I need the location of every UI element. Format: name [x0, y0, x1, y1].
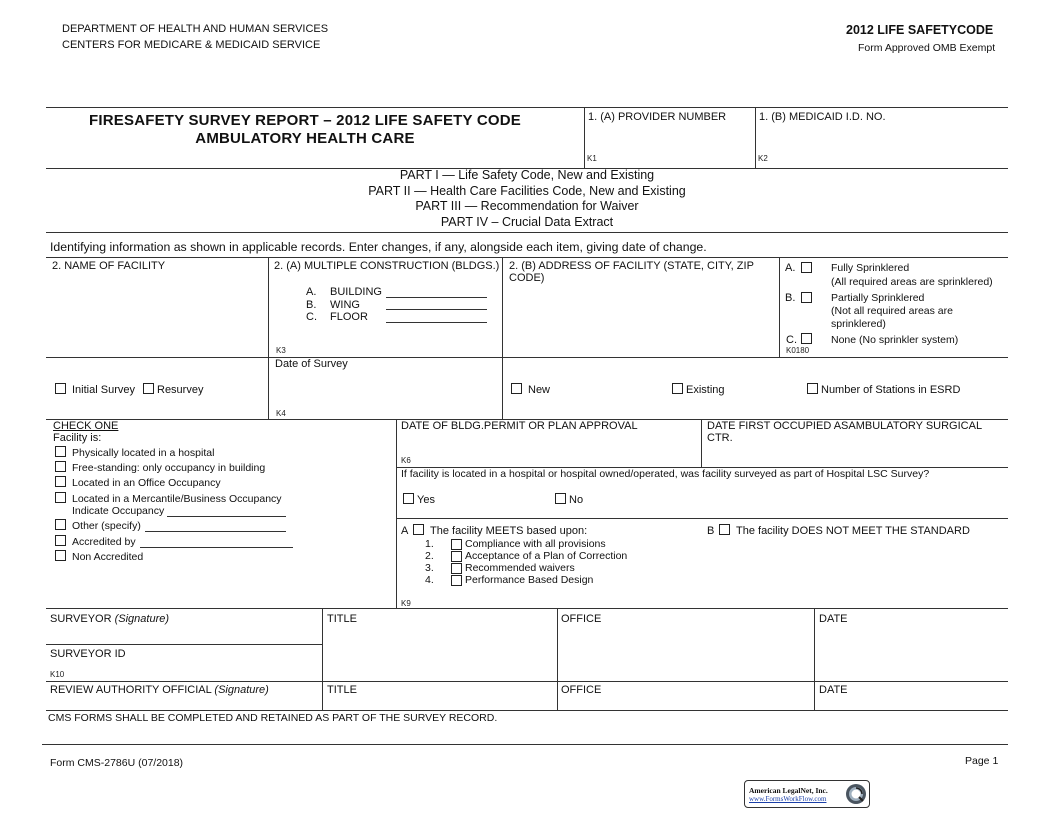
resurvey-checkbox[interactable]	[143, 383, 154, 394]
review-signature-label	[50, 684, 269, 696]
review-office-label: OFFICE	[561, 684, 602, 696]
first-occupied-label: DATE FIRST OCCUPIED ASAMBULATORY SURGICAL CTR.	[707, 420, 982, 444]
not-meets-standard-checkbox[interactable]	[719, 524, 730, 535]
accredited-checkbox[interactable]	[55, 535, 66, 546]
rule	[502, 257, 503, 419]
form-subtitle: AMBULATORY HEALTH CARE	[195, 130, 415, 147]
provider-number-field[interactable]	[587, 126, 751, 152]
form-title: FIRESAFETY SURVEY REPORT – 2012 LIFE SAFETY CODE	[89, 112, 521, 129]
review-title-label: TITLE	[327, 684, 357, 696]
partially-sprinklered-note: (Not all required areas are sprinklered)	[831, 305, 953, 330]
check-one-subtitle: Facility is:	[53, 432, 102, 444]
hospital-survey-yes-checkbox[interactable]	[403, 493, 414, 504]
existing-checkbox[interactable]	[672, 383, 683, 394]
logo-url[interactable]: www.FormsWorkFlow.com	[749, 795, 827, 803]
rule	[46, 608, 1008, 609]
not-meets-letter: B	[707, 525, 715, 537]
address-label: 2. (B) ADDRESS OF FACILITY (STATE, CITY, ZIP CODE)	[509, 260, 754, 284]
rule	[557, 608, 558, 711]
part-2: PART II — Health Care Facilities Code, New and Existing	[368, 183, 686, 198]
rule	[46, 257, 1008, 258]
meets-letter: A	[401, 525, 409, 537]
surveyor-title-field[interactable]	[327, 627, 553, 679]
logo-company: American LegalNet, Inc.	[749, 786, 828, 795]
identifying-instructions: Identifying information as shown in applicable records. Enter changes, if any, alongside each item, giving date of change.	[50, 240, 707, 254]
meets-standard-label: The facility MEETS based upon:	[430, 525, 588, 537]
surveyor-id-field[interactable]	[50, 662, 318, 670]
survey-date-tag: K4	[276, 409, 286, 418]
facility-name-label: 2. NAME OF FACILITY	[52, 260, 166, 272]
floor-letter: C.	[306, 311, 317, 323]
department-name: DEPARTMENT OF HEALTH AND HUMAN SERVICES	[62, 23, 329, 35]
accredited-by-input[interactable]	[140, 547, 293, 548]
permit-date-field[interactable]	[401, 436, 695, 454]
office-occupancy-label: Located in an Office Occupancy	[72, 477, 221, 489]
provision-2-num: 2.	[425, 550, 434, 562]
surveyor-id-tag: K10	[50, 670, 65, 679]
sprinkler-a-letter: A.	[785, 262, 796, 274]
rule	[584, 107, 585, 168]
free-standing-label: Free-standing: only occupancy in building	[72, 462, 266, 474]
hospital-checkbox[interactable]	[55, 446, 66, 457]
new-label: New	[528, 384, 551, 396]
new-checkbox[interactable]	[511, 383, 522, 394]
hospital-survey-no-label: No	[569, 494, 584, 506]
page-number: Page 1	[965, 755, 999, 767]
rule	[814, 608, 815, 711]
fully-sprinklered-checkbox[interactable]	[801, 262, 812, 273]
building-letter: A.	[306, 286, 317, 298]
meets-standard-checkbox[interactable]	[413, 524, 424, 535]
form-number: Form CMS-2786U (07/2018)	[50, 757, 184, 769]
mercantile-label: Located in a Mercantile/Business Occupancy	[72, 493, 282, 505]
signature-hint: (Signature)	[114, 613, 170, 625]
review-signature-field[interactable]	[50, 697, 318, 709]
provider-tag: K1	[587, 154, 597, 163]
multiple-construction-label: 2. (A) MULTIPLE CONSTRUCTION (BLDGS.)	[274, 260, 500, 272]
medicaid-tag: K2	[758, 154, 768, 163]
surveyor-id-label: SURVEYOR ID	[50, 648, 126, 660]
first-occupied-field[interactable]	[707, 446, 1003, 464]
survey-date-label: Date of Survey	[275, 358, 348, 370]
performance-design-checkbox[interactable]	[451, 575, 462, 586]
rule	[46, 681, 1008, 682]
compliance-label: Compliance with all provisions	[465, 538, 606, 550]
partially-sprinklered-label: Partially Sprinklered	[831, 292, 925, 304]
surveyor-signature-field[interactable]	[50, 627, 318, 643]
building-label: BUILDING	[330, 286, 382, 298]
permit-date-label: DATE OF BLDG.PERMIT OR PLAN APPROVAL	[401, 420, 638, 432]
office-occupancy-checkbox[interactable]	[55, 476, 66, 487]
no-sprinkler-checkbox[interactable]	[801, 333, 812, 344]
wing-input[interactable]	[386, 309, 487, 310]
provision-4-num: 4.	[425, 574, 434, 586]
rule	[268, 257, 269, 358]
initial-survey-label: Initial Survey	[72, 384, 135, 396]
cms-retention-note: CMS FORMS SHALL BE COMPLETED AND RETAINED AS PART OF THE SURVEY RECORD.	[48, 712, 498, 724]
sprinkler-b-letter: B.	[785, 292, 796, 304]
building-input[interactable]	[386, 297, 487, 298]
rule	[396, 518, 1008, 519]
plan-of-correction-label: Acceptance of a Plan of Correction	[465, 550, 628, 562]
surveyor-date-field[interactable]	[819, 627, 1005, 679]
footer-rule	[42, 744, 1008, 745]
facility-name-field[interactable]	[50, 276, 264, 354]
floor-label: FLOOR	[330, 311, 368, 323]
waivers-checkbox[interactable]	[451, 563, 462, 574]
non-accredited-checkbox[interactable]	[55, 550, 66, 561]
other-label: Other (specify)	[72, 520, 141, 532]
surveyor-office-field[interactable]	[561, 627, 810, 679]
signature-hint: (Signature)	[214, 684, 269, 696]
indicate-occupancy-label: Indicate Occupancy	[72, 505, 165, 517]
initial-survey-checkbox[interactable]	[55, 383, 66, 394]
rule	[701, 419, 702, 467]
indicate-occupancy-input[interactable]	[167, 516, 286, 517]
rule	[46, 710, 1008, 711]
hospital-label: Physically located in a hospital	[72, 447, 215, 459]
wing-label: WING	[330, 299, 360, 311]
americanlegalnet-logo[interactable]	[744, 780, 870, 808]
hospital-survey-question: If facility is located in a hospital or hospital owned/operated, was facility surveyed as part of Hospital LSC Survey?	[401, 468, 930, 480]
fully-sprinklered-label: Fully Sprinklered	[831, 262, 910, 274]
surveyor-title-label: TITLE	[327, 613, 357, 625]
review-text: REVIEW AUTHORITY OFFICIAL	[50, 684, 212, 696]
medicaid-id-field[interactable]	[758, 126, 1004, 152]
rule	[396, 419, 397, 608]
code-title: 2012 LIFE SAFETYCODE	[846, 23, 994, 37]
rule	[46, 232, 1008, 233]
fully-sprinklered-note: (All required areas are sprinklered)	[831, 276, 993, 288]
parts-list	[46, 168, 1008, 230]
floor-input[interactable]	[386, 322, 487, 323]
mercantile-checkbox[interactable]	[55, 492, 66, 503]
part-3: PART III — Recommendation for Waiver	[415, 199, 639, 213]
review-date-label: DATE	[819, 684, 848, 696]
resurvey-label: Resurvey	[157, 384, 204, 396]
standard-tag: K9	[401, 599, 411, 608]
check-one-title: CHECK ONE	[53, 420, 119, 432]
rule	[268, 357, 269, 419]
provider-number-label: 1. (A) PROVIDER NUMBER	[588, 111, 727, 123]
medicaid-id-label: 1. (B) MEDICAID I.D. NO.	[759, 111, 886, 123]
compliance-checkbox[interactable]	[451, 539, 462, 550]
permit-date-tag: K6	[401, 456, 411, 465]
agency-name: CENTERS FOR MEDICARE & MEDICAID SERVICE	[62, 39, 321, 51]
accredited-label: Accredited by	[72, 536, 136, 548]
part-1: PART I — Life Safety Code, New and Existing	[399, 168, 655, 182]
globe-icon	[845, 783, 867, 805]
existing-label: Existing	[686, 384, 725, 396]
esrd-stations-label: Number of Stations in ESRD	[821, 384, 961, 396]
surveyor-office-label: OFFICE	[561, 613, 602, 625]
other-specify-input[interactable]	[145, 531, 286, 532]
hospital-survey-no-checkbox[interactable]	[555, 493, 566, 504]
free-standing-checkbox[interactable]	[55, 461, 66, 472]
partially-sprinklered-checkbox[interactable]	[801, 292, 812, 303]
waivers-label: Recommended waivers	[465, 562, 575, 574]
part-4: PART IV – Crucial Data Extract	[440, 214, 614, 229]
rule	[755, 107, 756, 168]
rule	[46, 107, 1008, 108]
sprinkler-tag: K0180	[786, 346, 810, 355]
provision-3-num: 3.	[425, 562, 434, 574]
esrd-stations-checkbox[interactable]	[807, 383, 818, 394]
no-sprinkler-label: None (No sprinkler system)	[831, 334, 959, 346]
omb-note: Form Approved OMB Exempt	[858, 42, 996, 54]
rule	[46, 357, 1008, 358]
rule	[322, 608, 323, 711]
plan-of-correction-checkbox[interactable]	[451, 551, 462, 562]
non-accredited-label: Non Accredited	[72, 551, 144, 563]
multiple-tag: K3	[276, 346, 286, 355]
rule	[46, 644, 322, 645]
survey-date-field[interactable]	[274, 374, 498, 406]
surveyor-signature-label	[50, 613, 169, 625]
surveyor-date-label: DATE	[819, 613, 848, 625]
not-meets-standard-label: The facility DOES NOT MEET THE STANDARD	[736, 525, 970, 537]
sprinkler-c-letter: C.	[786, 334, 797, 346]
hospital-survey-yes-label: Yes	[417, 494, 435, 506]
surveyor-text: SURVEYOR	[50, 613, 112, 625]
address-field[interactable]	[507, 288, 775, 354]
other-checkbox[interactable]	[55, 519, 66, 530]
wing-letter: B.	[306, 299, 317, 311]
provision-1-num: 1.	[425, 538, 434, 550]
rule	[779, 257, 780, 358]
performance-design-label: Performance Based Design	[465, 574, 594, 586]
